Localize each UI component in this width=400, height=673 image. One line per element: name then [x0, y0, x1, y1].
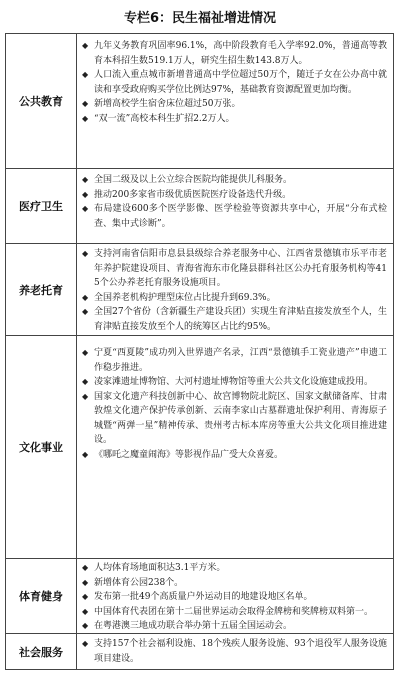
bullet-icon: ◆	[82, 189, 89, 199]
list-item: ◆ 人口流入重点城市新增普通高中学位超过50万个，随迁子女在公办高中就读和享受政府购买学位比例达97%，基础教育资源配置更加均衡。	[82, 68, 387, 97]
list-item: ◆ 凌家滩遗址博物馆、大河村遗址博物馆等重大公共文化设施建成投用。	[82, 375, 387, 390]
list-item: ◆ 布局建设600多个医学影像、医学检验等资源共享中心，开展“分布式检查、集中式诊断”。	[82, 202, 387, 231]
list-item: ◆ 发布第一批49个高质量户外运动目的地建设地区名单。	[82, 590, 387, 605]
list-item: ◆ 推动200多家省市级优质医院医疗设备迭代升级。	[82, 188, 387, 203]
bullet-icon: ◆	[82, 606, 89, 616]
bullet-icon: ◆	[82, 175, 89, 184]
section-healthcare	[6, 169, 393, 244]
bullet-icon: ◆	[82, 41, 89, 50]
section-social-services	[6, 634, 393, 669]
list-item: ◆ 中国体育代表团在第十二届世界运动会取得金牌榜和奖牌榜双料第一。	[82, 605, 387, 620]
bullet-icon: ◆	[82, 377, 89, 386]
bullet-icon: ◆	[82, 563, 89, 572]
list-item: ◆ 九年义务教育巩固率96.1%，高中阶段教育毛入学率92.0%，普通高等教育本科招生数519.1万人，研究生招生数143.8万人。	[82, 39, 387, 68]
list-item: ◆ 宁夏“西夏陵”成功列入世界遗产名录，江西“景德镇手工瓷业遗产”申遗工作稳步推进。	[82, 346, 387, 375]
bullet-icon: ◆	[82, 70, 89, 79]
livelihood-table	[5, 33, 394, 670]
section-culture	[6, 336, 393, 559]
list-item: ◆ 国家文化遗产科技创新中心、故宫博物院北院区、国家文献储备库、甘肃敦煌文化遗产保护传承创新、云南李家山古墓群遗址保护利用、青海原子城暨“两弹一星”精神传承、贵州考古标本库房等重大公共文化项目推进建设。	[82, 390, 387, 448]
bullet-icon: ◆	[82, 577, 89, 587]
section-title: 养老托育	[6, 244, 77, 335]
bullet-icon: ◆	[82, 391, 89, 401]
section-elderly-childcare	[6, 244, 393, 336]
bullet-icon: ◆	[82, 592, 89, 601]
bullet-icon: ◆	[82, 99, 89, 108]
bullet-icon: ◆	[82, 249, 89, 258]
bullet-icon: ◆	[82, 621, 89, 630]
bullet-icon: ◆	[82, 449, 89, 459]
section-title: 医疗卫生	[6, 169, 77, 243]
bullet-icon: ◆	[82, 113, 89, 123]
bullet-icon: ◆	[82, 204, 89, 213]
list-item: ◆ 支持河南省信阳市息县县级综合养老服务中心、江西省景德镇市乐平市老年养护院建设项目、青海省海东市化隆县群科社区公办托育服务机构等415个公办养老托育服务设施项目。	[82, 247, 387, 291]
bullet-icon: ◆	[82, 292, 89, 302]
list-item: ◆ 全国养老机构护理型床位占比提升到69.3%。	[82, 291, 387, 306]
section-title: 公共教育	[6, 34, 77, 168]
bullet-icon: ◆	[82, 348, 89, 357]
list-item: ◆ 《哪吒之魔童闹海》等影视作品广受大众喜爱。	[82, 448, 387, 463]
section-title: 文化事业	[6, 336, 77, 558]
page-title: 专栏6：民生福祉增进情况	[123, 11, 277, 26]
list-item: ◆ 新增高校学生宿舍床位超过50万张。	[82, 97, 387, 112]
section-sports-fitness	[6, 559, 393, 634]
list-item: ◆ “双一流”高校本科生扩招2.2万人。	[82, 112, 387, 127]
list-item: ◆ 支持157个社会福利设施、18个残疾人服务设施、93个退役军人服务设施项目建设。	[82, 637, 387, 666]
section-title: 体育健身	[6, 559, 77, 633]
list-item: ◆ 新增体育公园238个。	[82, 576, 387, 591]
section-public-education	[6, 34, 393, 169]
list-item: ◆ 全国27个省份（含新疆生产建设兵团）实现生育津贴直接发放至个人，生育津贴直接发放至个人的统筹区占比约95%。	[82, 305, 387, 334]
section-title: 社会服务	[6, 634, 77, 669]
bullet-icon: ◆	[82, 639, 89, 648]
bullet-icon: ◆	[82, 307, 89, 316]
list-item: ◆ 在粤港澳三地成功联合举办第十五届全国运动会。	[82, 619, 387, 634]
list-item: ◆ 人均体育场地面积达3.1平方米。	[82, 561, 387, 576]
list-item: ◆ 全国二级及以上公立综合医院均能提供儿科服务。	[82, 173, 387, 188]
